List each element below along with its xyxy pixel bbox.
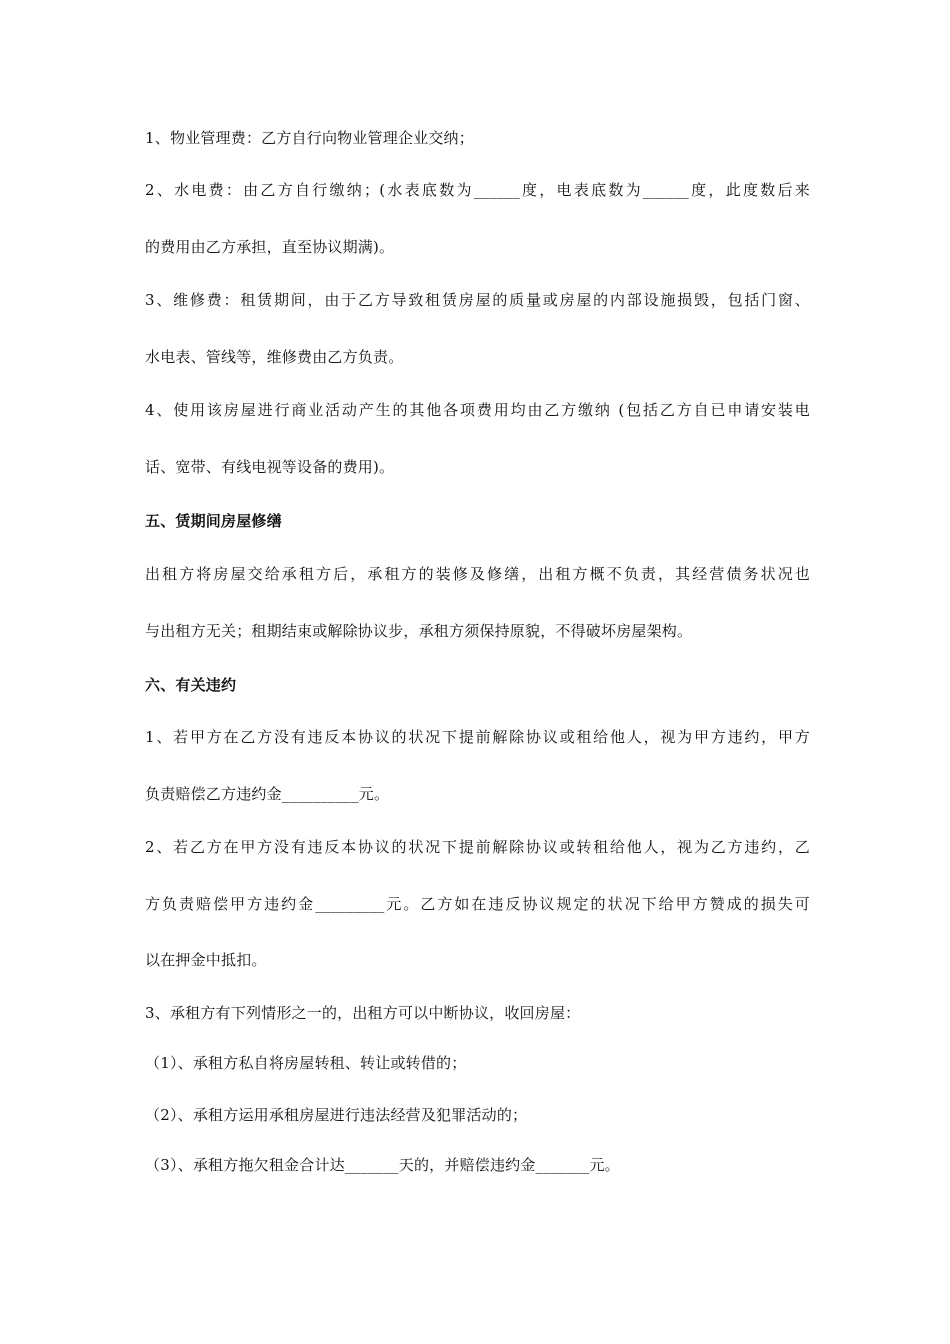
clause-property-fee: 1、物业管理费：乙方自行向物业管理企业交纳； — [145, 129, 474, 147]
paragraph-repairs-cont: 与出租方无关；租期结束或解除协议步，承租方须保持原貌，不得破坏房屋架构。 — [145, 622, 693, 640]
termination-item-1: （1）、承租方私自将房屋转租、转让或转借的； — [145, 1054, 467, 1072]
clause-breach-party-a-cont: 负责赔偿乙方违约金__________元。 — [145, 785, 390, 803]
clause-repair-fee: 3、维修费：租赁期间，由于乙方导致租赁房屋的质量或房屋的内部设施损毁，包括门窗、 — [145, 291, 810, 309]
section-heading-breach: 六、有关违约 — [145, 676, 237, 694]
clause-utility-fee: 2、水电费：由乙方自行缴纳；(水表底数为______度，电表底数为______度，此度数后来 — [145, 181, 810, 199]
clause-repair-fee-cont: 水电表、管线等，维修费由乙方负责。 — [145, 348, 404, 366]
clause-termination: 3、承租方有下列情形之一的，出租方可以中断协议，收回房屋： — [145, 1004, 581, 1022]
clause-breach-party-b: 2、若乙方在甲方没有违反本协议的状况下提前解除协议或转租给他人，视为乙方违约，乙 — [145, 838, 810, 856]
clause-breach-party-b-end: 以在押金中抵扣。 — [145, 951, 267, 969]
clause-other-fees-cont: 话、宽带、有线电视等设备的费用)。 — [145, 458, 395, 476]
section-heading-repairs: 五、赁期间房屋修缮 — [145, 512, 282, 530]
clause-utility-fee-cont: 的费用由乙方承担，直至协议期满)。 — [145, 238, 395, 256]
termination-item-3: （3）、承租方拖欠租金合计达_______天的，并赔偿违约金_______元。 — [145, 1156, 620, 1174]
paragraph-repairs: 出租方将房屋交给承租方后，承租方的装修及修缮，出租方概不负责，其经营债务状况也 — [145, 565, 810, 583]
termination-item-2: （2）、承租方运用承租房屋进行违法经营及犯罪活动的； — [145, 1106, 528, 1124]
clause-other-fees: 4、使用该房屋进行商业活动产生的其他各项费用均由乙方缴纳 (包括乙方自已申请安装电 — [145, 401, 810, 419]
clause-breach-party-b-cont: 方负责赔偿甲方违约金_________元。乙方如在违反协议规定的状况下给甲方赞成的损失可 — [145, 895, 810, 913]
clause-breach-party-a: 1、若甲方在乙方没有违反本协议的状况下提前解除协议或租给他人，视为甲方违约，甲方 — [145, 728, 810, 746]
